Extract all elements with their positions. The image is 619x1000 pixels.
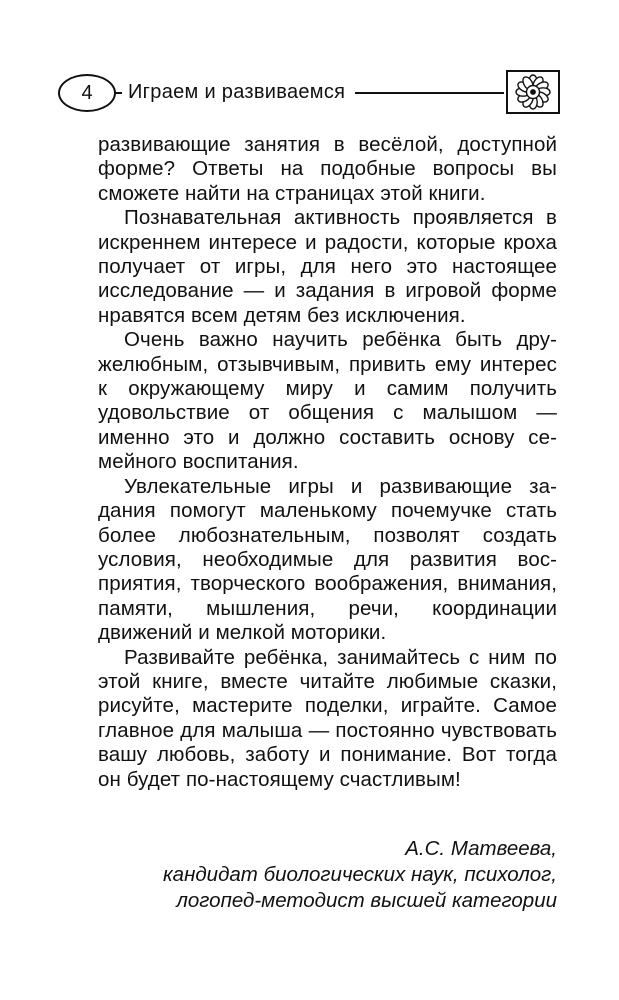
page-number: 4 <box>58 74 116 112</box>
flower-icon <box>511 73 555 111</box>
paragraph-3: Очень важно научить ребёнка быть дружелюбным, отзывчивым, привить ему интерес к окружающему миру и самим получить удовольствие от общения с малышом — именно это и должно составить основу семейного воспитания. <box>98 328 557 474</box>
flower-emblem-box <box>506 70 560 114</box>
paragraph-1: развивающие занятия в весёлой, доступной форме? Ответы на подобные вопросы вы сможете найти на страницах этой книги. <box>98 133 557 205</box>
author-name: А.С. Матвеева, <box>405 837 557 860</box>
author-signature <box>163 836 557 914</box>
running-title: Играем и развиваемся <box>122 77 355 107</box>
page-header <box>58 70 560 116</box>
paragraph-5: Развивайте ребёнка, занимайтесь с ним по этой книге, вместе читайте любимые сказки, рисуйте, мастерите поделки, играйте. Самое главное для малыша — постоянно чувствовать вашу любовь, заботу и понимание. Вот тогда он будет по-настоящему счастливым! <box>98 645 557 791</box>
author-position: логопед-методист высшей категории <box>176 889 557 912</box>
paragraph-4: Увлекательные игры и развивающие задания помогут маленькому почемучке стать более любознательным, позволят создать условия, необходимые для развития восприятия, творческого воображения, внимания, памяти, мышления, речи, координации движений и мелкой моторики. <box>98 474 557 645</box>
paragraph-2: Познавательная активность проявляется в искреннем интересе и радости, которые кроха получает от игры, для него это настоящее исследование — и задания в игровой форме нравятся всем детям без исключения. <box>98 206 557 327</box>
body-text <box>98 133 557 792</box>
author-credentials: кандидат биологических наук, психолог, <box>162 863 557 886</box>
